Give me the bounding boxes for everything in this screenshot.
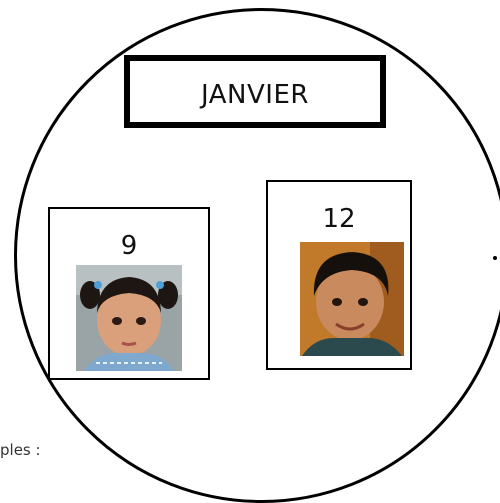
birthday-card-1 — [48, 207, 210, 380]
birthday-day-1: 9 — [120, 231, 138, 261]
month-title-box — [124, 55, 386, 128]
child-photo-girl — [76, 265, 182, 371]
footnote-text: ples : — [0, 441, 41, 459]
edge-dot — [493, 256, 497, 260]
month-title: JANVIER — [201, 79, 309, 110]
child-photo-boy — [300, 242, 404, 356]
birthday-day-2: 12 — [322, 204, 356, 234]
birthday-card-2 — [266, 180, 412, 370]
